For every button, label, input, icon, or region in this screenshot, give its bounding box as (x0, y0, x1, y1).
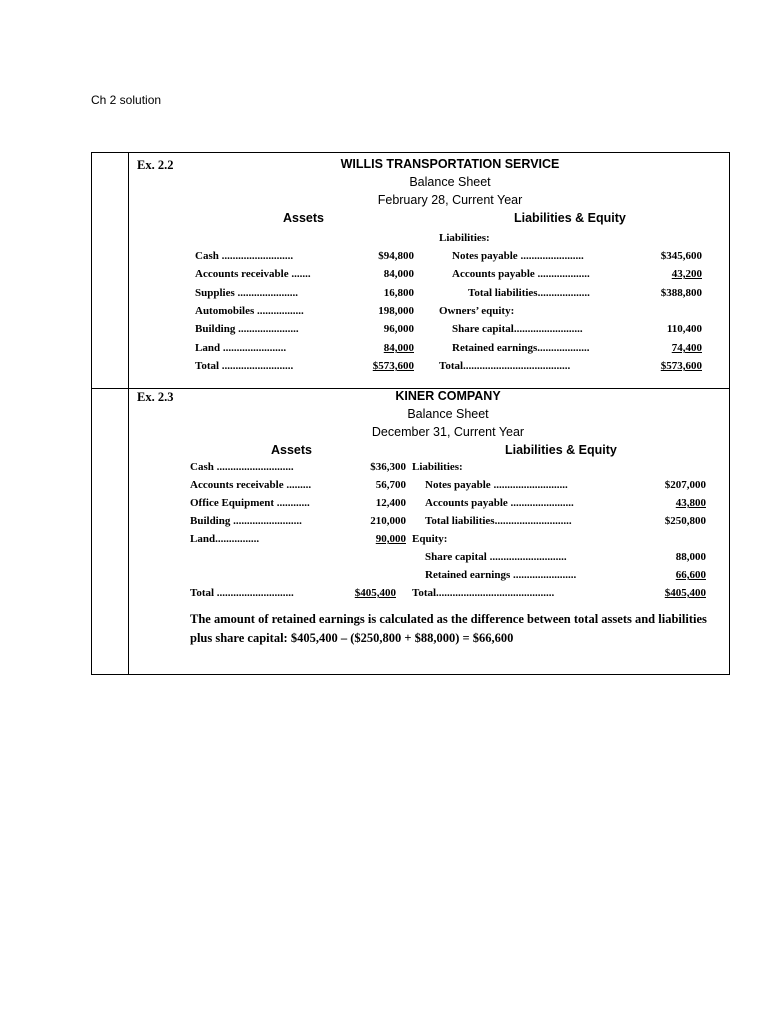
statement-date: December 31, Current Year (371, 425, 525, 439)
asset-value-building: 210,000 (370, 515, 406, 527)
total-liabilities-value: $250,800 (664, 515, 706, 527)
liabilities-title: Liabilities: (439, 232, 490, 244)
total-liabilities-label: Total liabilities............................ (425, 515, 572, 527)
liabilities-equity-heading: Liabilities & Equity (505, 443, 617, 457)
asset-label-land: Land ....................... (195, 342, 287, 354)
statement-title: Balance Sheet (409, 175, 491, 189)
share-capital-label: Share capital ............................ (425, 551, 567, 563)
notes-payable-label: Notes payable ........................... (425, 479, 568, 491)
asset-label-accounts-receivable: Accounts receivable ....... (195, 268, 311, 280)
total-liab-equity-label: Total........................................... (412, 587, 555, 599)
asset-label-building: Building ......................... (190, 515, 302, 527)
company-name: KINER COMPANY (395, 389, 501, 403)
statement-title: Balance Sheet (407, 407, 489, 421)
share-capital-value: 88,000 (675, 551, 706, 563)
asset-label-building: Building ...................... (195, 323, 299, 335)
asset-value-land: 84,000 (383, 342, 414, 354)
asset-value-office-equipment: 12,400 (375, 497, 406, 509)
total-liabilities-label: Total liabilities................... (468, 287, 590, 299)
assets-heading: Assets (283, 211, 324, 225)
accounts-payable-label: Accounts payable ....................... (425, 497, 574, 509)
asset-label-cash: Cash ............................ (190, 461, 294, 473)
asset-value-automobiles: 198,000 (378, 305, 414, 317)
asset-value-cash: $36,300 (370, 461, 406, 473)
liabilities-equity-heading: Liabilities & Equity (514, 211, 626, 225)
asset-label-cash: Cash .......................... (195, 250, 294, 262)
statement-date: February 28, Current Year (377, 193, 523, 207)
equity-title: Equity: (412, 533, 448, 545)
total-liabilities-value: $388,800 (660, 287, 702, 299)
asset-value-supplies: 16,800 (383, 287, 414, 299)
asset-value-accounts-receivable: 84,000 (383, 268, 414, 280)
asset-label-land: Land................ (190, 533, 260, 545)
owners-equity-title: Owners’ equity: (439, 305, 515, 317)
asset-label-total: Total .......................... (195, 360, 294, 372)
asset-value-total: $573,600 (372, 360, 414, 372)
asset-label-office-equipment: Office Equipment ............ (190, 497, 310, 509)
total-liab-equity-value: $405,400 (664, 587, 706, 599)
liabilities-title: Liabilities: (412, 461, 463, 473)
assets-heading: Assets (271, 443, 312, 457)
notes-payable-value: $345,600 (660, 250, 702, 262)
share-capital-label: Share capital......................... (452, 323, 583, 335)
table-column-divider (128, 152, 129, 675)
asset-value-total: $405,400 (354, 587, 396, 599)
notes-payable-value: $207,000 (664, 479, 706, 491)
share-capital-value: 110,400 (666, 323, 702, 335)
exercise-label-2-2: Ex. 2.2 (137, 158, 174, 172)
total-liab-equity-label: Total....................................... (439, 360, 571, 372)
total-liab-equity-value: $573,600 (660, 360, 702, 372)
asset-value-cash: $94,800 (378, 250, 414, 262)
exercise-label-2-3: Ex. 2.3 (137, 390, 174, 404)
asset-value-accounts-receivable: 56,700 (375, 479, 406, 491)
asset-label-supplies: Supplies ...................... (195, 287, 298, 299)
page-title: Ch 2 solution (91, 93, 162, 107)
retained-earnings-value: 66,600 (675, 569, 706, 581)
company-name: WILLIS TRANSPORTATION SERVICE (340, 157, 560, 171)
accounts-payable-label: Accounts payable ................... (452, 268, 590, 280)
retained-earnings-label: Retained earnings ....................... (425, 569, 577, 581)
asset-value-land: 90,000 (375, 533, 406, 545)
retained-earnings-value: 74,400 (671, 342, 702, 354)
accounts-payable-value: 43,800 (675, 497, 706, 509)
accounts-payable-value: 43,200 (671, 268, 702, 280)
asset-label-automobiles: Automobiles ................. (195, 305, 304, 317)
retained-earnings-label: Retained earnings................... (452, 342, 590, 354)
retained-earnings-note: The amount of retained earnings is calculated as the difference between total assets and liabilities plus share capital: $405,400 – ($250,800 + $88,000) = $66,600 (190, 612, 707, 645)
asset-label-accounts-receivable: Accounts receivable ......... (190, 479, 312, 491)
asset-label-total: Total ............................ (190, 587, 294, 599)
notes-payable-label: Notes payable ....................... (452, 250, 584, 262)
asset-value-building: 96,000 (383, 323, 414, 335)
